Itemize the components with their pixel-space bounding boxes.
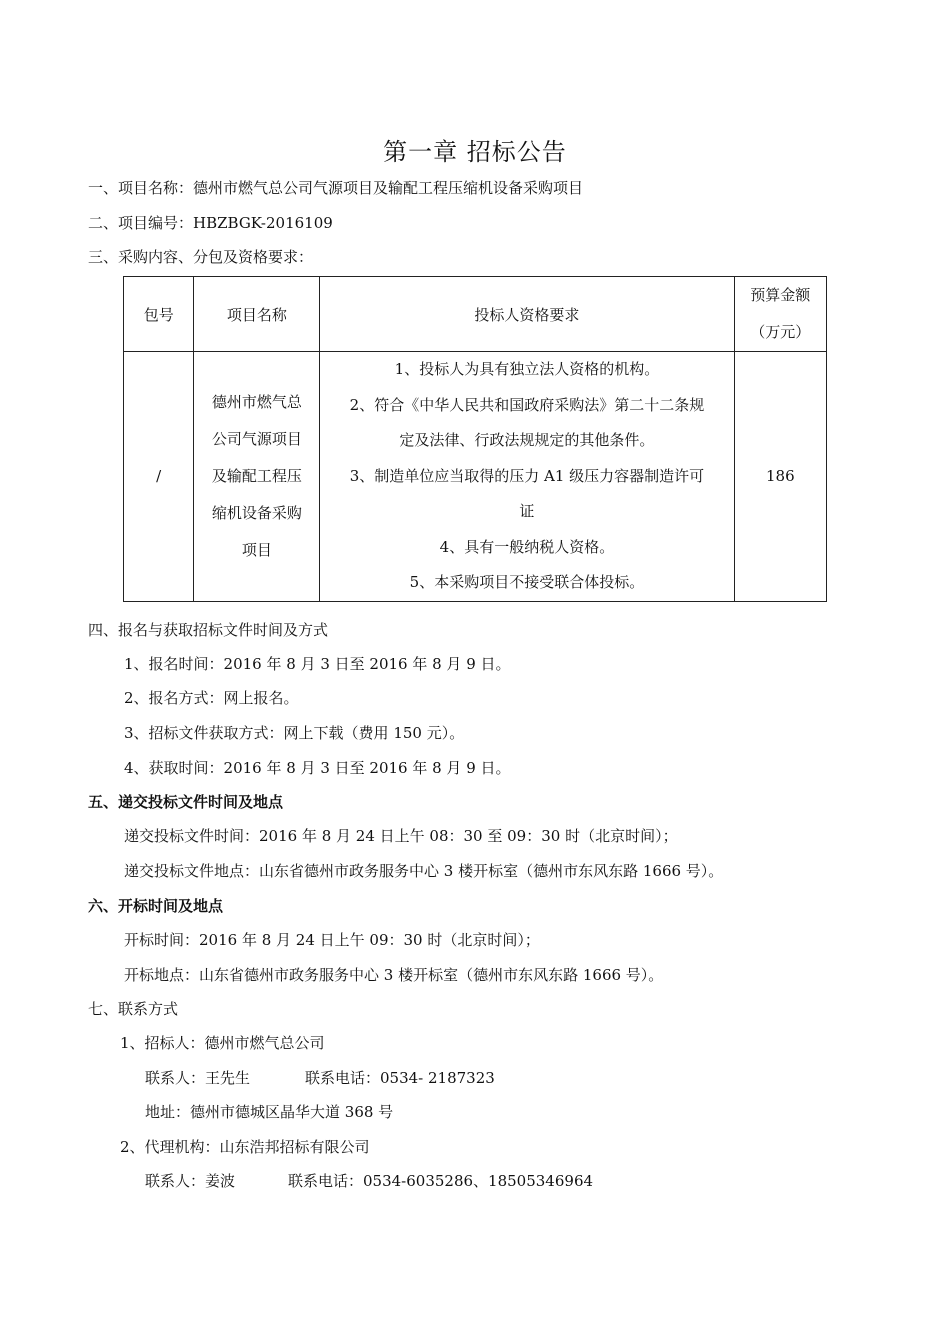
- cell-package: /: [124, 352, 194, 602]
- tenderer-name: 1、招标人：德州市燃气总公司: [120, 1034, 325, 1052]
- tenderer-phone: 联系电话：0534- 2187323: [305, 1069, 495, 1087]
- registration-item: 4、获取时间：2016 年 8 月 3 日至 2016 年 8 月 9 日。: [124, 759, 511, 777]
- section-contact-heading: 七、联系方式: [88, 1000, 179, 1018]
- agency-name: 2、代理机构：山东浩邦招标有限公司: [120, 1138, 370, 1156]
- registration-item: 2、报名方式：网上报名。: [124, 689, 299, 707]
- project-name-line: 项目: [241, 540, 272, 559]
- cell-budget: 186: [734, 352, 826, 602]
- header-budget: [734, 277, 826, 352]
- table-row: [124, 352, 827, 602]
- requirement-line: 证: [519, 502, 535, 520]
- tenderer-contact: 联系人：王先生: [145, 1069, 251, 1087]
- section-procurement-content: 三、采购内容、分包及资格要求：: [88, 248, 314, 266]
- page-title: 第一章 招标公告: [383, 138, 567, 166]
- tenderer-address: 地址：德州市德城区晶华大道 368 号: [145, 1103, 394, 1121]
- project-name-line: 缩机设备采购: [211, 503, 302, 522]
- header-budget-line2: （万元）: [750, 323, 811, 341]
- submission-item: 递交投标文件时间：2016 年 8 月 24 日上午 08：30 至 09：30 时（北京时间）；: [124, 827, 678, 845]
- cell-requirements: [320, 352, 734, 602]
- requirement-line: 定及法律、行政法规规定的其他条件。: [399, 431, 655, 449]
- section-project-name: 一、项目名称：德州市燃气总公司气源项目及输配工程压缩机设备采购项目: [88, 179, 584, 197]
- opening-item: 开标时间：2016 年 8 月 24 日上午 09：30 时（北京时间）；: [124, 931, 540, 949]
- requirement-line: 1、投标人为具有独立法人资格的机构。: [394, 360, 660, 378]
- submission-item: 递交投标文件地点：山东省德州市政务服务中心 3 楼开标室（德州市东风东路 1666 号）。: [124, 862, 724, 880]
- section-opening-heading: 六、开标时间及地点: [88, 897, 224, 915]
- section-submission-heading: 五、递交投标文件时间及地点: [88, 793, 284, 811]
- header-project-name: 项目名称: [194, 277, 320, 352]
- opening-item: 开标地点：山东省德州市政务服务中心 3 楼开标室（德州市东风东路 1666 号）。: [124, 966, 664, 984]
- table-header-row: [124, 277, 827, 352]
- cell-project-name: [194, 352, 320, 602]
- project-name-line: 德州市燃气总: [211, 392, 302, 411]
- requirement-line: 3、制造单位应当取得的压力 A1 级压力容器制造许可: [349, 466, 705, 485]
- header-requirements: 投标人资格要求: [320, 277, 734, 352]
- agency-phone: 联系电话：0534-6035286、18505346964: [288, 1172, 594, 1190]
- project-name-line: 公司气源项目: [211, 429, 302, 448]
- requirement-line: 4、具有一般纳税人资格。: [439, 537, 615, 556]
- header-budget-line1: 预算金额: [750, 286, 811, 304]
- header-package: 包号: [124, 277, 194, 352]
- project-name-line: 及输配工程压: [211, 466, 302, 485]
- registration-item: 1、报名时间：2016 年 8 月 3 日至 2016 年 8 月 9 日。: [124, 655, 511, 673]
- requirements-table: [123, 276, 827, 602]
- requirement-line: 5、本采购项目不接受联合体投标。: [409, 573, 645, 591]
- requirement-line: 2、符合《中华人民共和国政府采购法》第二十二条规: [349, 395, 705, 414]
- registration-item: 3、招标文件获取方式：网上下载（费用 150 元）。: [124, 724, 465, 742]
- section-registration-heading: 四、报名与获取招标文件时间及方式: [88, 621, 329, 639]
- section-project-number: 二、项目编号：HBZBGK-2016109: [88, 214, 333, 232]
- agency-contact: 联系人：姜波: [145, 1172, 236, 1190]
